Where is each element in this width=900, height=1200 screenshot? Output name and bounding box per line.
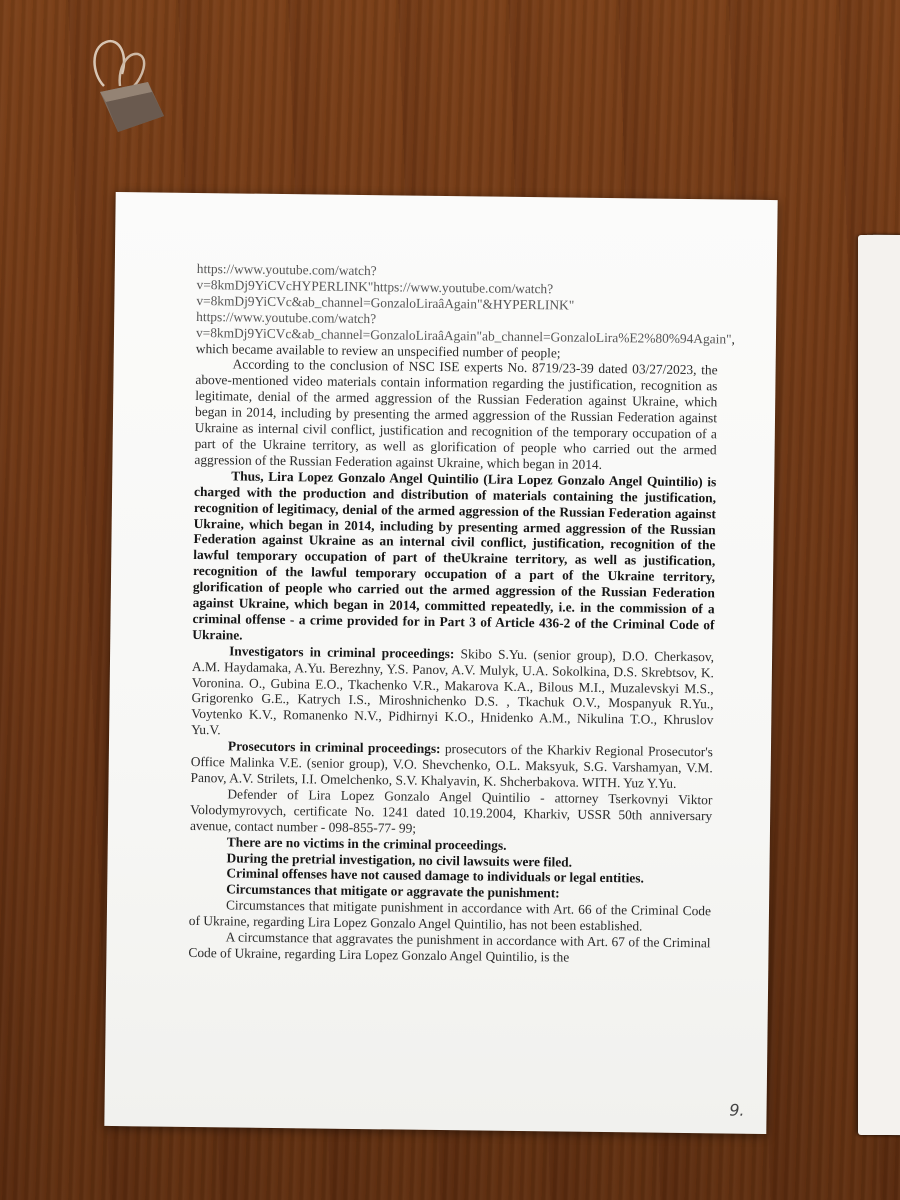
investigators-heading: Investigators in criminal proceedings: [229,643,455,661]
document-page [104,192,777,1134]
aggravating-paragraph: A circumstance that aggravates the punishment in accordance with Art. 67 of the Criminal Code of Ukraine, regarding Lira Lopez Gonzalo Angel Quintilio, is the [188,929,711,965]
investigators-list: Skibo S.Yu. (senior group), D.O. Cherkasov, A.M. Haydamaka, A.Yu. Berezhny, Y.S. Panov, A.V. Mulyk, U.A. Sokolkina, D.S. Skrebtsov, K. Voronina. O., Gubina E.O., Tkachenko V.R., Makarova K.A., Bilous M.I., Muzalevskyi M.S., Grigorenko G.E., Katrych I.S., Miroshnichenko D.S. , Tkachuk O.V., Mospanyuk R.Yu., Voytenko K.V., Romanenko N.V., Pidhirnyi K.O., Hnidenko A.M., Nikulina T.O., Khruslov Yu.V. [191,645,715,738]
prosecutors-list: prosecutors of the Kharkiv Regional Prosecutor's Office Malinka V.E. (senior group), V.O. Shevchenko, O.L. Maksyuk, S.G. Varshamyan, V.M. Panov, A.V. Strilets, I.I. Omelchenko, S.V. Khalyavin, K. Shcherbakova. WITH. Yuz Y.Yu. [190,741,714,791]
investigators-paragraph [191,643,714,745]
defender-paragraph: Defender of Lira Lopez Gonzalo Angel Quintilio - attorney Tserkovnyi Viktor Volodymyrovych, certificate No. 1241 dated 10.19.2004, Kharkiv, USSR 50th anniversary avenue, contact number - 098-855-77- 99; [189,786,713,836]
prosecutors-paragraph [190,738,713,792]
binder-clip-icon [84,34,174,144]
no-damage-line: Criminal offenses have not caused damage to individuals or legal entities. [226,865,644,886]
mitigating-paragraph: Circumstances that mitigate punishment in accordance with Art. 66 of the Criminal Code of Ukraine, regarding Lira Lopez Gonzalo Angel Quintilio, has not been established. [188,897,712,934]
expert-conclusion-paragraph: According to the conclusion of NSC ISE experts No. 8719/23-39 dated 03/27/2023, the above-mentioned video materials contain information regarding the justification, recognition as legitimate, denial of the armed aggression of the Russian Federation against Ukraine, which began in 2014, including by presenting the armed aggression of the Russian Federation against Ukraine as internal civil conflict, justification and recognition of the temporary occupation of a part of the Ukraine territory, as well as glorification of people who carried out the armed aggression of the Russian Federation against Ukraine, which began in 2014. [194,356,718,472]
url-paragraph-tail: , which became available to review an unspecified number of people; [195,331,736,360]
circumstances-heading: Circumstances that mitigate or aggravate the punishment: [226,881,560,901]
no-victims-line: There are no victims in the criminal proceedings. [226,834,507,853]
video-link-text: https://www.youtube.com/watch?v=8kmDj9YiCVcHYPERLINK"https://www.youtube.com/watch?v=8kmDj9YiCVc&ab_channel=GonzaloLiraâAgain"&HYPERLINK" https://www.youtube.com/watch?v=8kmDj9YiCVc&ab_channel=GonzaloLiraâAgain"ab_channel=GonzaloLira%E2%80%94Again" [195,260,732,347]
url-paragraph [195,260,736,363]
charge-paragraph: Thus, Lira Lopez Gonzalo Angel Quintilio (Lira Lopez Gonzalo Angel Quintilio) is charged with the production and distribution of materials containing the justification, recognition of legitimacy, denial of the armed aggression of the Russian Federation against Ukraine, which began in 2014, including by presenting armed aggression of the Russian Federation against Ukraine as an internal civil conflict, justification, recognition of the lawful temporary occupation of part of theUkraine territory, as well as justification, recognition of the lawful temporary occupation of a part of the Ukraine territory, glorification of people who carried out the armed aggression of the Russian Federation against Ukraine, which began in 2014, committed repeatedly, i.e. in the commission of a criminal offense - a crime provided for in Part 3 of Article 436-2 of the Criminal Code of Ukraine. [192,468,717,643]
page-number: 9. [729,1100,745,1120]
paper-stack [860,235,900,1135]
prosecutors-heading: Prosecutors in criminal proceedings: [227,738,441,757]
document-body [188,260,736,967]
no-lawsuits-line: During the pretrial investigation, no civil lawsuits were filed. [226,849,573,870]
